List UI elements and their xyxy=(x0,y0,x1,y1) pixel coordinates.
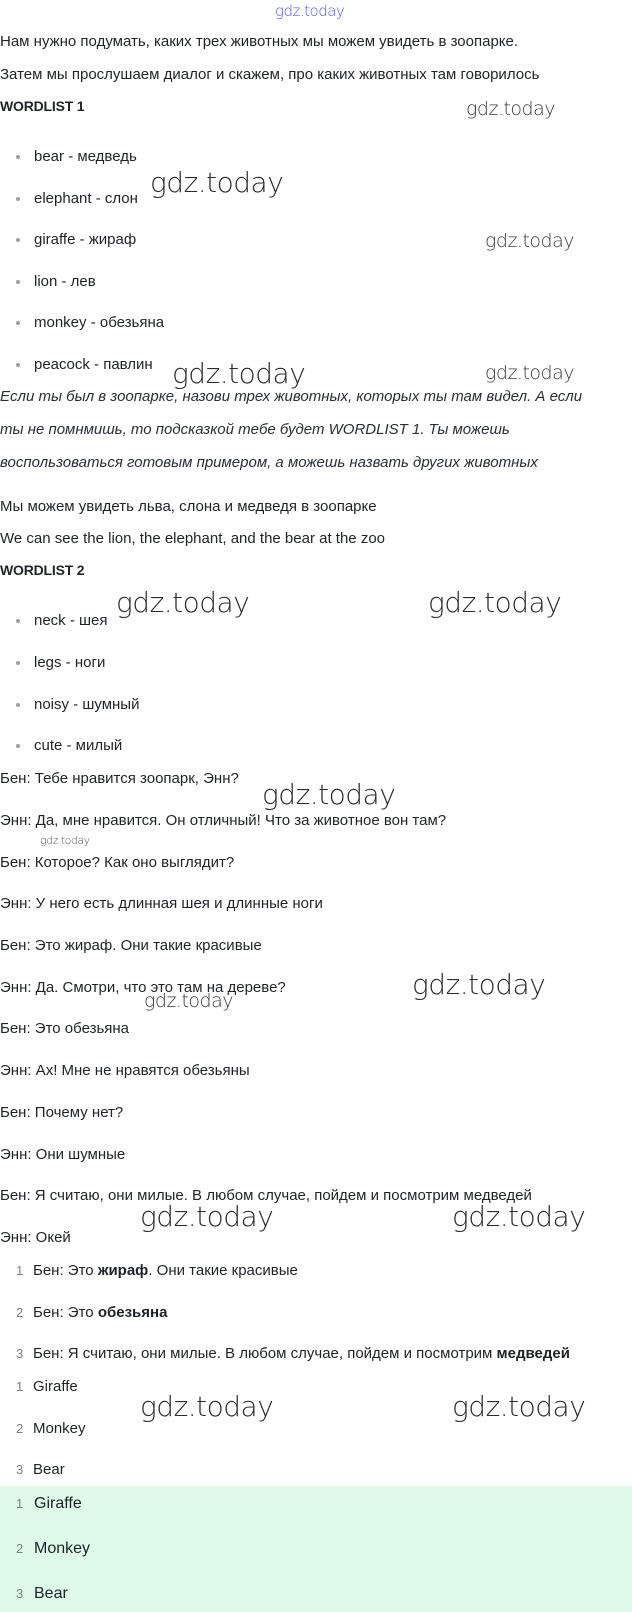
bullet-icon xyxy=(16,155,20,159)
dialogue-line: Бен: Это обезьяна xyxy=(0,1020,130,1037)
watermark: gdz.today xyxy=(412,968,546,1001)
watermark: gdz.today xyxy=(428,586,562,619)
dialogue-line: Энн: Да. Смотри, что это там на дереве? xyxy=(0,979,286,996)
highlight-item: 2 Бен: Это обезьяна xyxy=(16,1304,168,1321)
dialogue-line: Бен: Это жираф. Они такие красивые xyxy=(0,937,262,954)
bullet-icon xyxy=(16,363,20,367)
watermark: gdz.today xyxy=(172,357,306,390)
watermark: gdz.today xyxy=(140,1200,274,1233)
animal-item: 1 Giraffe xyxy=(16,1378,78,1395)
dialogue-line: Бен: Которое? Как оно выглядит? xyxy=(0,854,235,871)
answer-item: 3 Bear xyxy=(16,1585,68,1602)
dialogue-line: Энн: Ах! Мне не нравятся обезьяны xyxy=(0,1062,250,1079)
bullet-icon xyxy=(16,703,20,707)
bullet-icon xyxy=(16,321,20,325)
task-line-2: ты не помнмишь, то подсказкой тебе будет WORDLIST 1. Ты можешь xyxy=(0,421,510,438)
dialogue-line: Бен: Тебе нравится зоопарк, Энн? xyxy=(0,770,239,787)
wordlist1-item: elephant - слон xyxy=(16,190,138,207)
watermark: gdz.today xyxy=(466,98,555,120)
watermark: gdz.today xyxy=(40,834,90,847)
animal-item: 3 Bear xyxy=(16,1461,65,1478)
wordlist1-item: lion - лев xyxy=(16,273,96,290)
task-line-3: воспользоваться готовым примером, а можешь назвать других животных xyxy=(0,454,538,471)
wordlist1-item: peacock - павлин xyxy=(16,356,153,373)
wordlist2-item: noisy - шумный xyxy=(16,696,139,713)
watermark: gdz.today xyxy=(144,990,233,1012)
watermark: gdz.today xyxy=(452,1200,586,1233)
watermark: gdz.today xyxy=(485,230,574,252)
bullet-icon xyxy=(16,661,20,665)
animal-item: 2 Monkey xyxy=(16,1420,86,1437)
example-ru: Мы можем увидеть льва, слона и медведя в зоопарке xyxy=(0,498,377,515)
wordlist2-item: neck - шея xyxy=(16,612,108,629)
bullet-icon xyxy=(16,280,20,284)
watermark: gdz.today xyxy=(262,778,396,811)
task-line-1: Если ты был в зоопарке, назови трех животных, которых ты там видел. А если xyxy=(0,388,583,405)
watermark: gdz.today xyxy=(452,1390,586,1423)
bullet-icon xyxy=(16,197,20,201)
bullet-icon xyxy=(16,619,20,623)
bullet-icon xyxy=(16,744,20,748)
intro-line-1: Нам нужно подумать, каких трех животных мы можем увидеть в зоопарке. xyxy=(0,33,519,50)
dialogue-line: Энн: У него есть длинная шея и длинные ноги xyxy=(0,895,323,912)
wordlist1-item: monkey - обезьяна xyxy=(16,314,164,331)
example-en: We can see the lion, the elephant, and the bear at the zoo xyxy=(0,530,385,547)
watermark-top: gdz.today xyxy=(275,2,345,20)
wordlist2-item: legs - ноги xyxy=(16,654,105,671)
answer-box xyxy=(0,1486,632,1612)
intro-line-2: Затем мы прослушаем диалог и скажем, про каких животных там говорилось xyxy=(0,66,540,83)
answer-item: 2 Monkey xyxy=(16,1540,91,1557)
dialogue-line: Энн: Окей xyxy=(0,1229,71,1246)
watermark: gdz.today xyxy=(485,362,574,384)
wordlist1-item: giraffe - жираф xyxy=(16,231,136,248)
bullet-icon xyxy=(16,238,20,242)
wordlist1-item: bear - медведь xyxy=(16,148,137,165)
wordlist2-title: WORDLIST 2 xyxy=(0,562,85,578)
wordlist2-item: cute - милый xyxy=(16,737,122,754)
dialogue-line: Энн: Да, мне нравится. Он отличный! Что за животное вон там? xyxy=(0,812,447,829)
dialogue-line: Энн: Они шумные xyxy=(0,1146,126,1163)
wordlist1-title: WORDLIST 1 xyxy=(0,98,85,114)
watermark: gdz.today xyxy=(116,586,250,619)
highlight-item: 3 Бен: Я считаю, они милые. В любом случае, пойдем и посмотрим медведей xyxy=(16,1345,570,1362)
dialogue-line: Бен: Почему нет? xyxy=(0,1104,124,1121)
dialogue-line: Бен: Я считаю, они милые. В любом случае, пойдем и посмотрим медведей xyxy=(0,1187,532,1204)
highlight-item: 1 Бен: Это жираф. Они такие красивые xyxy=(16,1262,298,1279)
watermark: gdz.today xyxy=(140,1390,274,1423)
watermark: gdz.today xyxy=(150,166,284,199)
answer-item: 1 Giraffe xyxy=(16,1495,82,1512)
